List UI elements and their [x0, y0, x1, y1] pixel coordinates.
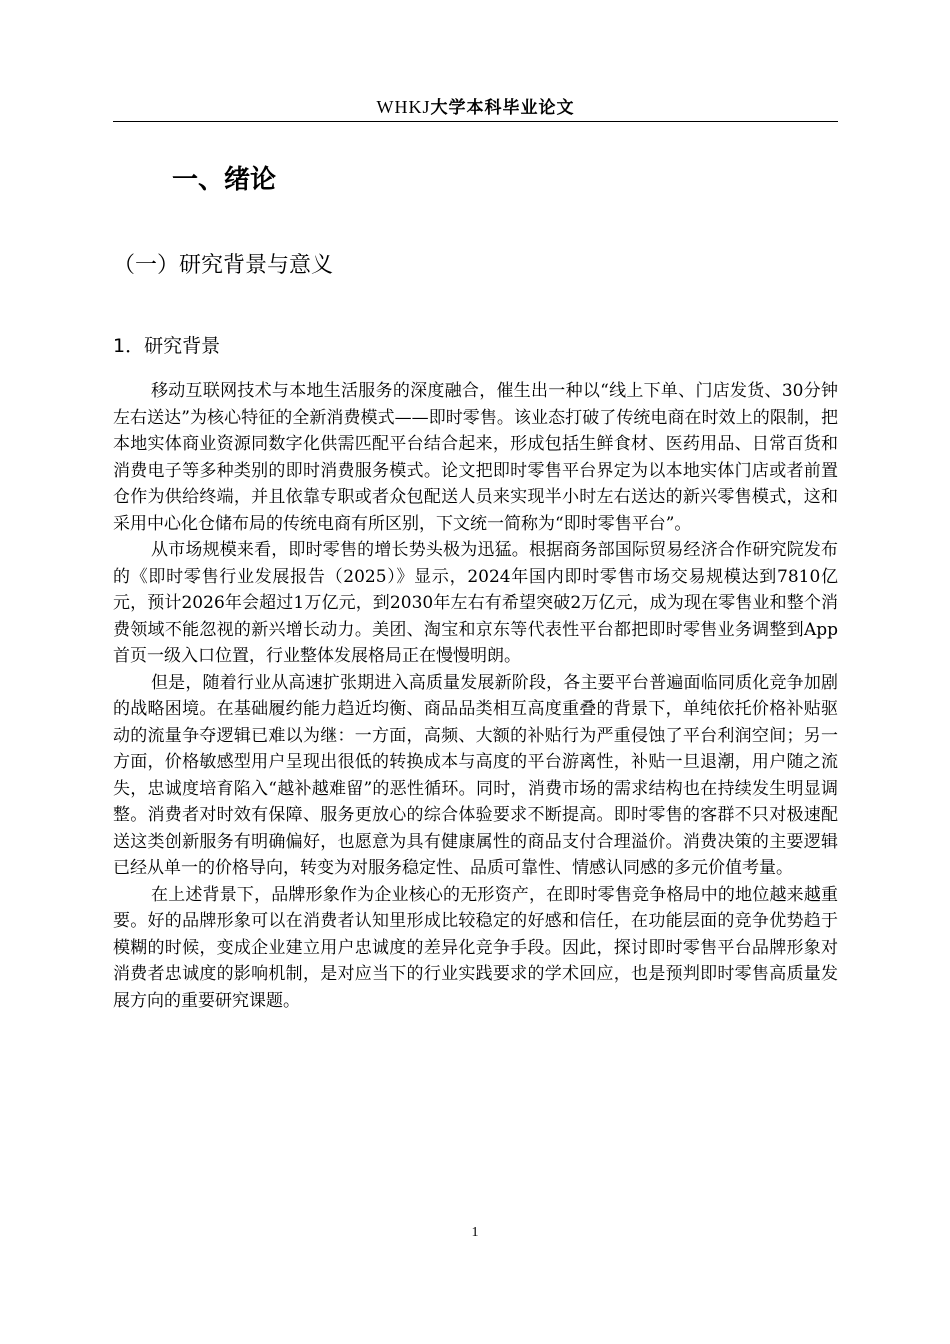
- body-text: [113, 378, 838, 1014]
- paragraph: 在上述背景下，品牌形象作为企业核心的无形资产，在即时零售竞争格局中的地位越来越重要。好的品牌形象可以在消费者认知里形成比较稳定的好感和信任，在功能层面的竞争优势趋于模糊的时候，变成企业建立用户忠诚度的差异化竞争手段。因此，探讨即时零售平台品牌形象对消费者忠诚度的影响机制，是对应当下的行业实践要求的学术回应，也是预判即时零售高质量发展方向的重要研究课题。: [113, 884, 838, 1011]
- header-school-code: WHKJ: [376, 97, 431, 117]
- page-number: 1: [471, 1225, 479, 1240]
- header-rule: [113, 121, 838, 122]
- paragraph: 但是，随着行业从高速扩张期进入高质量发展新阶段，各主要平台普遍面临同质化竞争加剧的战略困境。在基础履约能力趋近均衡、商品品类相互高度重叠的背景下，单纯依托价格补贴驱动的流量争夺逻辑已难以为继：一方面，高频、大额的补贴行为严重侵蚀了平台利润空间；另一方面，价格敏感型用户呈现出很低的转换成本与高度的平台游离性，补贴一旦退潮，用户随之流失，忠诚度培育陷入“越补越难留”的恶性循环。同时，消费市场的需求结构也在持续发生明显调整。消费者对时效有保障、服务更放心的综合体验要求不断提高。即时零售的客群不只对极速配送这类创新服务有明确偏好，也愿意为具有健康属性的商品支付合理溢价。消费决策的主要逻辑已经从单一的价格导向，转变为对服务稳定性、品质可靠性、情感认同感的多元价值考量。: [113, 672, 838, 878]
- chapter-title: 一、绪论: [172, 165, 277, 195]
- running-header: [113, 95, 838, 120]
- subsection-title: 1．研究背景: [113, 335, 221, 357]
- paragraph: 从市场规模来看，即时零售的增长势头极为迅猛。根据商务部国际贸易经济合作研究院发布的《即时零售行业发展报告（2025）》显示，2024年国内即时零售市场交易规模达到7810亿元，预计2026年会超过1万亿元，到2030年左右有希望突破2万亿元，成为现在零售业和整个消费领域不能忽视的新兴增长动力。美团、淘宝和京东等代表性平台都把即时零售业务调整到App首页一级入口位置，行业整体发展格局正在慢慢明朗。: [113, 540, 838, 666]
- paragraph: 移动互联网技术与本地生活服务的深度融合，催生出一种以“线上下单、门店发货、30分钟左右送达”为核心特征的全新消费模式——即时零售。该业态打破了传统电商在时效上的限制，把本地实体商业资源同数字化供需匹配平台结合起来，形成包括生鲜食材、医药用品、日常百货和消费电子等多种类别的即时消费服务模式。论文把即时零售平台界定为以本地实体门店或者前置仓作为供给终端，并且依靠专职或者众包配送人员来实现半小时左右送达的新兴零售模式，这和采用中心化仓储布局的传统电商有所区别，下文统一简称为“即时零售平台”。: [113, 381, 838, 534]
- header-title: 大学本科毕业论文: [430, 98, 575, 118]
- section-title: （一）研究背景与意义: [113, 253, 334, 278]
